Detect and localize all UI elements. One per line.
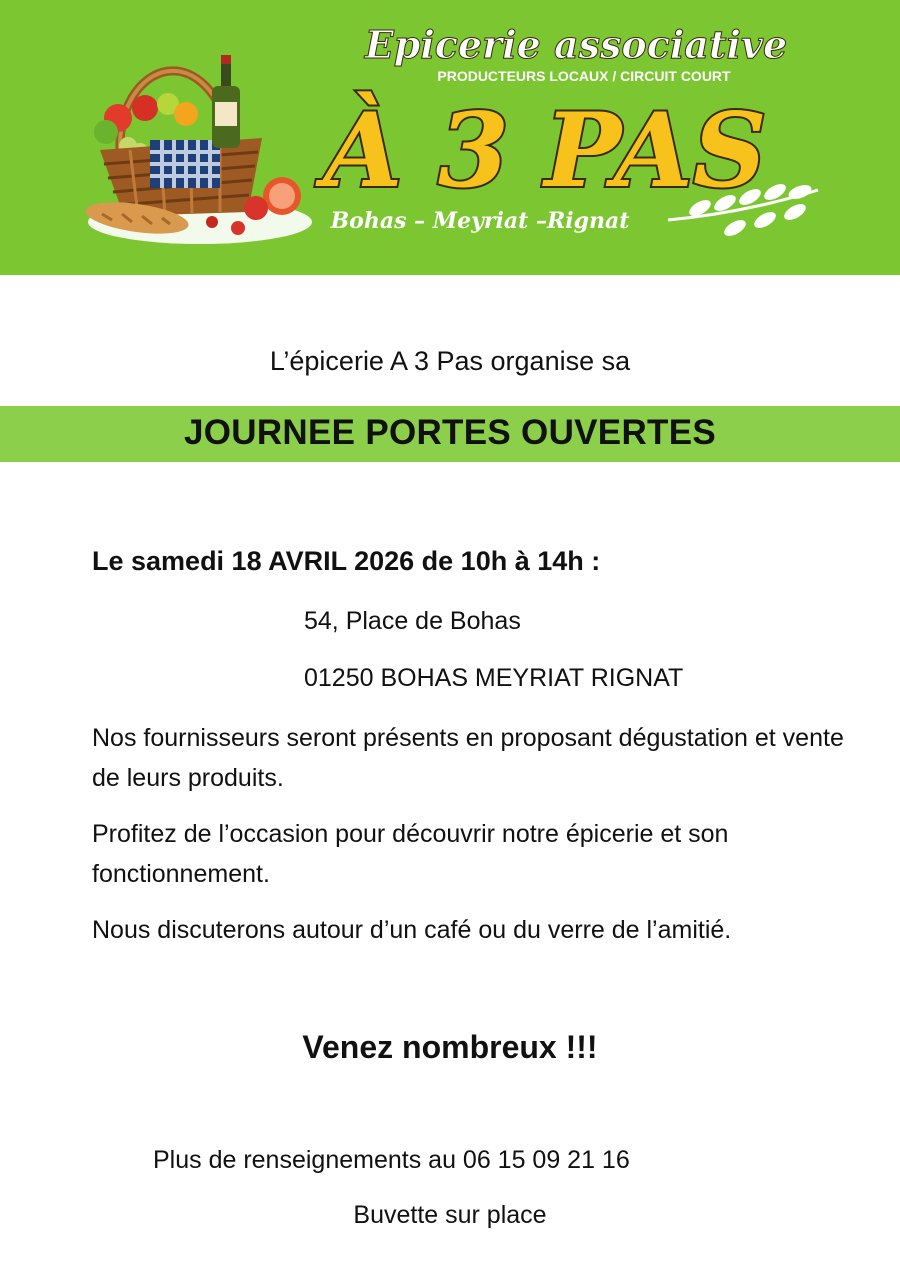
call-to-action: Venez nombreux !!! <box>302 1029 598 1065</box>
logo-name: À 3 PAS <box>323 91 767 211</box>
logo-artwork <box>0 0 900 275</box>
logo-villages: Bohas – Meyriat –Rignat <box>330 208 630 234</box>
wine-bottle-icon <box>212 55 240 148</box>
event-title: JOURNEE PORTES OUVERTES <box>183 413 716 452</box>
paragraph-coffee: Nous discuterons autour d’un café ou du verre de l’amitié. <box>92 916 732 944</box>
intro-text: L’épicerie A 3 Pas organise sa <box>269 346 631 376</box>
address-city: 01250 BOHAS MEYRIAT RIGNAT <box>304 664 684 692</box>
event-date: Le samedi 18 AVRIL 2026 de 10h à 14h : <box>92 546 601 576</box>
address-street: 54, Place de Bohas <box>304 607 521 635</box>
contact-info: Plus de renseignements au 06 15 09 21 16 <box>153 1146 630 1174</box>
logo-script-title: Epicerie associative <box>364 22 788 67</box>
logo-subtitle: PRODUCTEURS LOCAUX / CIRCUIT COURT <box>437 68 731 84</box>
paragraph-discover: Profitez de l’occasion pour découvrir notre épicerie et son fonctionnement. <box>92 820 729 888</box>
paragraph-suppliers: Nos fournisseurs seront présents en proposant dégustation et vente de leurs produits. <box>92 724 844 792</box>
header-banner <box>0 0 900 275</box>
basket-icon <box>84 71 312 244</box>
buvette-note: Buvette sur place <box>353 1201 547 1229</box>
